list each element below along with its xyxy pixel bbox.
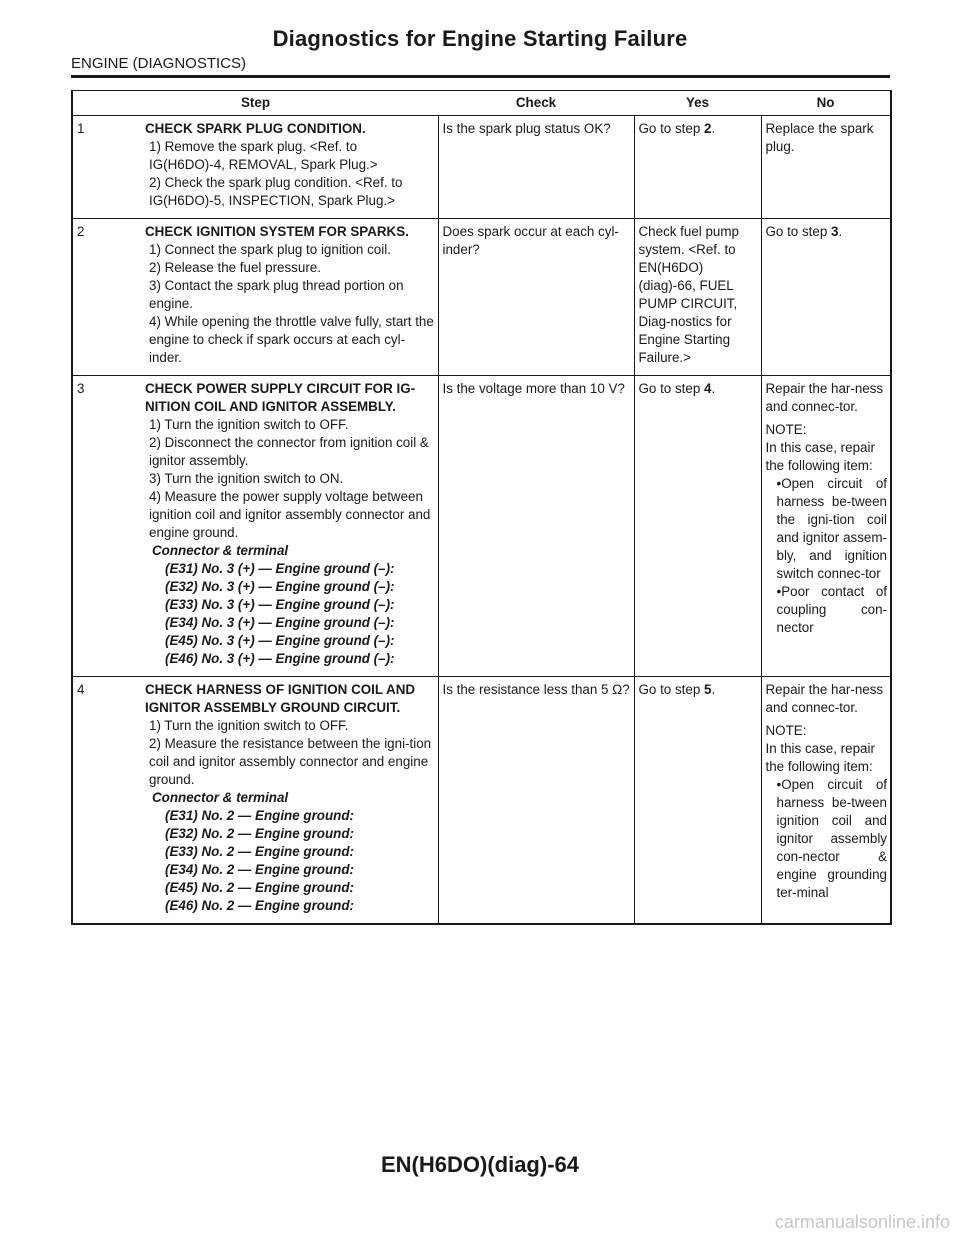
no-cell (761, 219, 891, 376)
terminal-spec: (E32) No. 2 — Engine ground: (165, 826, 354, 841)
check-text: Is the spark plug status OK? (442, 121, 611, 136)
check-text: Does spark occur at each cyl-inder? (442, 224, 619, 257)
note-label: NOTE: (765, 422, 807, 437)
step-instruction: 2) Disconnect the connector from ignition coil & ignitor assembly. (149, 435, 429, 468)
step-title: CHECK SPARK PLUG CONDITION. (145, 121, 366, 136)
terminal-spec: (E32) No. 3 (+) — Engine ground (–): (165, 579, 395, 594)
step-instruction: 3) Turn the ignition switch to ON. (149, 471, 344, 486)
yes-cell (634, 376, 761, 677)
no-cell (761, 116, 891, 219)
step-number: 2 (77, 224, 85, 239)
check-text: Is the voltage more than 10 V? (442, 381, 625, 396)
yes-cell (634, 219, 761, 376)
yes-suffix: . (711, 381, 716, 396)
step-instruction: 4) While opening the throttle valve fully, start the engine to check if spark occurs at each cyl-inder. (149, 314, 434, 365)
step-title: CHECK IGNITION SYSTEM FOR SPARKS. (145, 224, 409, 239)
step-instruction: 1) Connect the spark plug to ignition coil. (149, 242, 391, 257)
check-cell (438, 376, 634, 677)
yes-step-link[interactable]: 2 (704, 121, 712, 136)
table-row (72, 219, 891, 376)
check-text: Is the resistance less than 5 Ω? (442, 682, 630, 697)
note-text: In this case, repair the following item: (765, 741, 875, 774)
no-text: Repair the har-ness and connec-tor. (765, 682, 884, 715)
terminal-spec: (E34) No. 2 — Engine ground: (165, 862, 354, 877)
diagnostics-table (71, 90, 892, 925)
header-check: Check (438, 91, 634, 116)
connector-terminal-label: Connector & terminal (152, 790, 289, 805)
yes-cell (634, 116, 761, 219)
step-instruction: 2) Check the spark plug condition. <Ref. to IG(H6DO)-5, INSPECTION, Spark Plug.> (149, 175, 403, 208)
step-number: 3 (77, 381, 85, 396)
step-instruction: 2) Measure the resistance between the igni-tion coil and ignitor assembly connector and engine ground. (149, 736, 432, 787)
step-number: 4 (77, 682, 85, 697)
check-cell (438, 219, 634, 376)
connector-terminal-label: Connector & terminal (152, 543, 289, 558)
terminal-spec: (E45) No. 2 — Engine ground: (165, 880, 354, 895)
step-title: CHECK HARNESS OF IGNITION COIL AND IGNITOR ASSEMBLY GROUND CIRCUIT. (145, 682, 416, 715)
step-instruction: 1) Turn the ignition switch to OFF. (149, 718, 349, 733)
yes-prefix: Go to step (638, 121, 705, 136)
yes-cell (634, 677, 761, 925)
header-rule (71, 75, 890, 78)
table-header-row (72, 91, 891, 116)
step-number: 1 (77, 121, 85, 136)
step-title: CHECK POWER SUPPLY CIRCUIT FOR IG-NITION COIL AND IGNITOR ASSEMBLY. (145, 381, 416, 414)
watermark: carmanualsonline.info (774, 1212, 950, 1232)
terminal-spec: (E31) No. 2 — Engine ground: (165, 808, 354, 823)
page-footer-id: EN(H6DO)(diag)-64 (380, 1152, 579, 1177)
step-cell (72, 116, 438, 219)
page-title: Diagnostics for Engine Starting Failure (272, 26, 688, 51)
note-bullet: • Open circuit of harness be-tween the igni-tion coil and ignitor assem-bly, and ignition switch connec-tor (766, 475, 888, 583)
terminal-spec: (E31) No. 3 (+) — Engine ground (–): (165, 561, 395, 576)
check-cell (438, 677, 634, 925)
yes-prefix: Go to step (638, 381, 705, 396)
note-bullet: • Open circuit of harness be-tween ignition coil and ignitor assembly con-nector & engine grounding ter-minal (766, 776, 888, 902)
step-instruction: 2) Release the fuel pressure. (149, 260, 321, 275)
table-row (72, 116, 891, 219)
step-instruction: 3) Contact the spark plug thread portion on engine. (149, 278, 404, 311)
step-cell (72, 219, 438, 376)
yes-prefix: Go to step (638, 682, 705, 697)
no-text: Repair the har-ness and connec-tor. (765, 381, 884, 414)
no-text: Replace the spark plug. (765, 121, 874, 154)
no-step-link[interactable]: 3 (831, 224, 839, 239)
terminal-spec: (E34) No. 3 (+) — Engine ground (–): (165, 615, 395, 630)
yes-reference-link[interactable]: Check fuel pump system. <Ref. to EN(H6DO)(diag)-66, FUEL PUMP CIRCUIT, Diag-nostics for Engine Starting Failure.> (638, 224, 739, 365)
yes-suffix: . (711, 682, 716, 697)
terminal-spec: (E46) No. 2 — Engine ground: (165, 898, 354, 913)
step-instruction: 4) Measure the power supply voltage between ignition coil and ignitor assembly connector and engine ground. (149, 489, 431, 540)
yes-suffix: . (711, 121, 716, 136)
header-step: Step (72, 91, 438, 116)
no-suffix: . (838, 224, 843, 239)
terminal-spec: (E33) No. 3 (+) — Engine ground (–): (165, 597, 395, 612)
terminal-spec: (E33) No. 2 — Engine ground: (165, 844, 354, 859)
yes-step-link[interactable]: 4 (704, 381, 712, 396)
section-label: ENGINE (DIAGNOSTICS) (71, 55, 247, 72)
table-row (72, 677, 891, 925)
step-cell (72, 677, 438, 925)
check-cell (438, 116, 634, 219)
terminal-spec: (E46) No. 3 (+) — Engine ground (–): (165, 651, 395, 666)
step-instruction: 1) Turn the ignition switch to OFF. (149, 417, 349, 432)
no-cell (761, 376, 891, 677)
step-instruction: 1) Remove the spark plug. <Ref. to IG(H6DO)-4, REMOVAL, Spark Plug.> (149, 139, 378, 172)
header-no: No (761, 91, 891, 116)
no-prefix: Go to step (765, 224, 832, 239)
note-bullet: • Poor contact of coupling con-nector (766, 583, 888, 637)
no-cell (761, 677, 891, 925)
note-text: In this case, repair the following item: (765, 440, 875, 473)
step-cell (72, 376, 438, 677)
terminal-spec: (E45) No. 3 (+) — Engine ground (–): (165, 633, 395, 648)
yes-step-link[interactable]: 5 (704, 682, 712, 697)
header-yes: Yes (634, 91, 761, 116)
note-label: NOTE: (765, 723, 807, 738)
table-row (72, 376, 891, 677)
